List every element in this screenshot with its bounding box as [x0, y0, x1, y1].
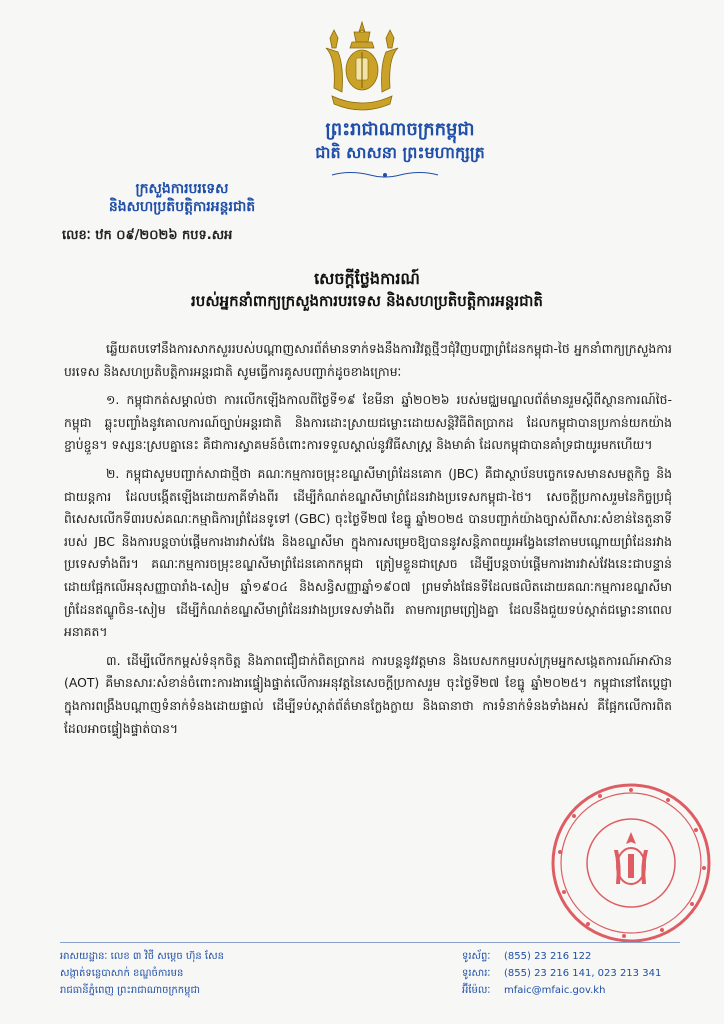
phone-value: (855) 23 216 122 [504, 951, 592, 962]
kingdom-name: ព្រះរាជាណាចក្រកម្ពុជា [325, 119, 475, 140]
fax-value: (855) 23 216 141, 023 213 341 [504, 968, 662, 979]
intro-paragraph: ឆ្លើយតបទៅនឹងការសាកសួររបស់បណ្តាញសារព័ត៌មានទាក់ទងនឹងការវិវត្តថ្មីៗជុំវិញបញ្ហាព្រំដែនកម្ពុជា-ថៃ អ្នកនាំពាក្យក្រសួងការបរទេស និងសហប្រតិបត្តិការអន្តរជាតិ សូមធ្វើការគូសបញ្ជាក់ដូចខាងក្រោមៈ [64, 341, 672, 379]
fax-label: ទូរសារៈ [462, 968, 491, 979]
ministry-header [62, 180, 302, 216]
email-label: អ៊ីម៉ែលៈ [462, 985, 491, 996]
kingdom-header [250, 118, 550, 164]
phone-row [462, 948, 712, 965]
paragraph-1: ១. កម្ពុជាកត់សម្គាល់ថា ការលើកឡើងកាលពីថ្ងៃទី១៩ ខែមីនា ឆ្នាំ២០២៦ របស់មជ្ឈមណ្ឌលព័ត៌មានរួមស្តីពីស្ថានការណ៍ថៃ-កម្ពុជា ឆ្លុះបញ្ចាំងនូវគោលការណ៍ច្បាប់អន្តរជាតិ និងការដោះស្រាយជម្លោះដោយសន្តិវិធីពិតប្រាកដ ដែលកម្ពុជាបានប្រកាន់យកយ៉ាងខ្ជាប់ខ្ជួន។ ទស្សនៈស្របគ្នានេះ គឺជាការស្វាគមន៍ចំពោះការទទួលស្គាល់នូវវិធីសាស្ត្រ និងមាគ៌ា ដែលកម្ពុជាបានគាំទ្រជាយូរមកហើយ។ [64, 392, 672, 453]
official-seal-icon [548, 780, 714, 946]
email-row [462, 982, 712, 999]
statement-body [64, 338, 672, 746]
footer-address [60, 948, 360, 999]
fax-row [462, 965, 712, 982]
statement-title [62, 268, 672, 312]
reference-number: លេខៈ ឋក ០៩/២០២៦ កបទ.សអ [62, 228, 233, 243]
phone-label: ទូរស័ព្ទៈ [462, 951, 491, 962]
footer-divider [60, 942, 680, 943]
title-line1: សេចក្តីថ្លែងការណ៍ [314, 269, 420, 288]
paragraph-2: ២. កម្ពុជាសូមបញ្ជាក់សាជាថ្មីថា គណៈកម្មការចម្រុះខណ្ឌសីមាព្រំដែនគោក (JBC) គឺជាស្ថាប័នបច្ចេកទេសមានសមត្ថកិច្ច និងជាយន្តការ ដែលបង្កើតឡើងដោយភាគីទាំងពីរ ដើម្បីកំណត់ខណ្ឌសីមាព្រំដែនរវាងប្រទេសកម្ពុជា-ថៃ។ សេចក្តីប្រកាសរួមនៃកិច្ចប្រជុំពិសេសលើកទី៣របស់គណៈកម្មាធិការព្រំដែនទូទៅ (GBC) ចុះថ្ងៃទី២៧ ខែធ្នូ ឆ្នាំ២០២៥ បានបញ្ជាក់យ៉ាងច្បាស់ពីសារៈសំខាន់នៃតួនាទីរបស់ JBC និងការបន្តចាប់ផ្តើមការងារវាស់វែង និងខណ្ឌសីមា ក្នុងការសម្រេចឱ្យបាននូវសន្តិភាពយូរអង្វែងនៅតាមបណ្តោយព្រំដែនរវាងប្រទេសទាំងពីរ។ គណៈកម្មការចម្រុះខណ្ឌសីមាព្រំដែនគោកកម្ពុជា ត្រៀមខ្លួនជាស្រេច ដើម្បីបន្តចាប់ផ្តើមការងារវាស់វែងនេះជាបន្ទាន់ ដោយផ្អែកលើអនុសញ្ញាបារាំង-សៀម ឆ្នាំ១៩០៤ និងសន្ធិសញ្ញាឆ្នាំ១៩០៧ ព្រមទាំងផែនទីដែលផលិតដោយគណៈកម្មការខណ្ឌសីមាព្រំដែនឥណ្ឌូចិន-សៀម ដើម្បីកំណត់ខណ្ឌសីមាព្រំដែនរវាងប្រទេសទាំងពីរ តាមការព្រមព្រៀងគ្នា ដែលនឹងជួយទប់ស្កាត់ជម្លោះនាពេលអនាគត។ [64, 465, 672, 640]
ornament-divider-icon [330, 170, 440, 180]
email-value[interactable]: mfaic@mfaic.gov.kh [504, 985, 606, 996]
paragraph-3: ៣. ដើម្បីលើកកម្ពស់ទំនុកចិត្ត និងភាពជឿជាក់ពិតប្រាកដ ការបន្តនូវវត្តមាន និងបេសកកម្មរបស់ក្រុមអ្នកសង្កេតការណ៍អាស៊ាន (AOT) គឺមានសារៈសំខាន់ចំពោះការងារផ្ទៀងផ្ទាត់លើការអនុវត្តនៃសេចក្តីប្រកាសរួម ចុះថ្ងៃទី២៧ ខែធ្នូ ឆ្នាំ២០២៥។ កម្ពុជានៅតែប្តេជ្ញាក្នុងការពង្រឹងបណ្តាញទំនាក់ទំនងដោយផ្ទាល់ ដើម្បីទប់ស្កាត់ព័ត៌មានក្លែងក្លាយ និងធានាថា ការទំនាក់ទំនងទាំងអស់ គឺផ្អែកលើការពិតដែលអាចផ្ទៀងផ្ទាត់បាន។ [64, 652, 672, 736]
footer-contact [462, 948, 712, 999]
address-line3: រាជធានីភ្នំពេញ ព្រះរាជាណាចក្រកម្ពុជា [60, 985, 200, 996]
address-line1: អាសយដ្ឋានៈ លេខ ៣ វិថី សម្តេច ហ៊ុន សែន [60, 951, 224, 962]
national-motto: ជាតិ សាសនា ព្រះមហាក្សត្រ [315, 143, 485, 162]
address-line2: សង្កាត់ទន្លេបាសាក់ ខណ្ឌចំការមន [60, 968, 184, 979]
royal-emblem-icon [312, 18, 412, 116]
ministry-name-line2: និងសហប្រតិបត្តិការអន្តរជាតិ [108, 199, 256, 215]
ministry-name-line1: ក្រសួងការបរទេស [135, 181, 229, 197]
title-line2: របស់អ្នកនាំពាក្យក្រសួងការបរទេស និងសហប្រតិបត្តិការអន្តរជាតិ [191, 292, 543, 310]
